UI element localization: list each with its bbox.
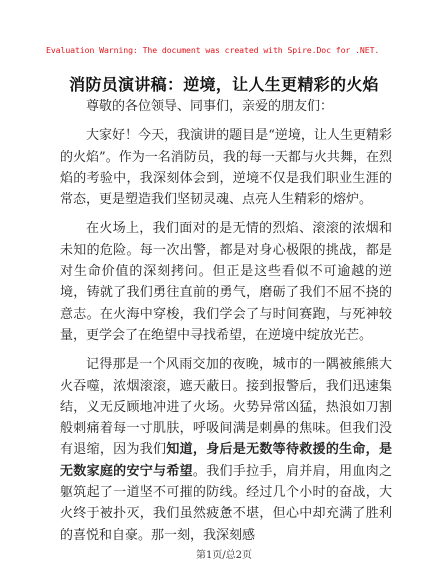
page-number: 第1页/总2页 <box>195 550 253 561</box>
paragraph-text: 记得那是一个风雨交加的夜晚，城市的一隅被熊熊大火吞噬，浓烟滚滚，遮天蔽日。接到报警后，我们迅速集结，义无反顾地冲进了火场。火势异常凶猛，热浪如刀割般刺痛着每一寸肌肤，呼吸间满是刺鼻的焦味。但我们没有退缩，因为我们 <box>60 357 392 458</box>
greeting: 尊敬的各位领导、同事们，亲爱的朋友们： <box>86 99 334 114</box>
emphasized-text: 知道，身后是无数等待救援的生命，是无数家庭的安宁与希望 <box>60 442 392 479</box>
document-body <box>60 96 392 554</box>
paragraph: 在火场上，我们面对的是无情的烈焰、滚滚的浓烟和未知的危险。每一次出警，都是对身心极限的挑战，都是对生命价值的深刻拷问。但正是这些看似不可逾越的逆境，铸就了我们勇往直前的勇气，磨砺了我们不屈不挠的意志。在火海中穿梭，我们学会了与时间赛跑，与死神较量，更学会了在绝望中寻找希望，在逆境中绽放光芒。 <box>60 221 392 343</box>
paragraph: 大家好！今天，我演讲的题目是“逆境，让人生更精彩的火焰”。作为一名消防员，我的每一天都与火共舞，在烈焰的考验中，我深刻体会到，逆境不仅是我们职业生涯的常态，更是塑造我们坚韧灵魂、点亮人生精彩的熔炉。 <box>60 128 392 208</box>
paragraph <box>60 354 392 546</box>
document-title: 消防员演讲稿：逆境，让人生更精彩的火焰 <box>69 75 379 94</box>
evaluation-warning: Evaluation Warning: The document was created with Spire.Doc for .NET. <box>46 45 380 55</box>
paragraph-text: 。我们手拉手，肩并肩，用血肉之躯筑起了一道坚不可摧的防线。经过几个小时的奋战，大火终于被扑灭，我们虽然疲惫不堪，但心中却充满了胜利的喜悦和自豪。那一刻，我深刻感 <box>60 463 392 543</box>
